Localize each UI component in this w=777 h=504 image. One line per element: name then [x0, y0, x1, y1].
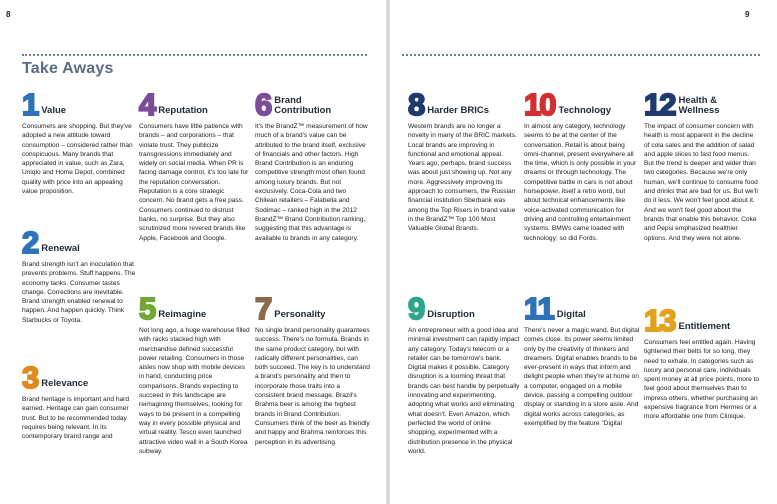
takeaway-label: Value	[41, 105, 67, 116]
takeaway-label: Renewal	[41, 243, 80, 254]
takeaway-label: Entitlement	[678, 321, 731, 332]
takeaway-label: Disruption	[427, 309, 475, 320]
page-number-right: 9	[745, 10, 750, 19]
takeaway-text: No single brand personality guarantees success. There's no formula. Brands in the same product category, but with radically different personalities, can both succeed. The key is to understand a brand's personality and then to incorporate those traits into a consistent brand message. Brazil's Brahma beer is among the highest brands in Brand Contribution. Consumers think of the beer as friendly and happy and Brahma reinforces this perception in its advertising.	[255, 327, 370, 446]
takeaway-4	[139, 87, 251, 243]
takeaway-1	[22, 87, 140, 196]
takeaway-number: 6	[255, 87, 271, 122]
page-title: Take Aways	[22, 60, 114, 77]
takeaway-11	[524, 291, 640, 428]
takeaway-number: 12	[644, 87, 675, 122]
takeaway-10	[524, 87, 640, 243]
takeaway-number: 1	[22, 87, 38, 122]
takeaway-text: Brand heritage is important and hard earned. Heritage can gain consumer trust. But to be recommended today requires being relevant. In its contemporary brand range and	[22, 396, 130, 441]
takeaway-text: The impact of consumer concern with health is most apparent in the decline of cola sales and the addition of salad and apple slices to fast food menus. But the trend is deeper and wider than two categories. Because we're only human, we'll continue to consume food and drinks that are bad for us. But we'll do it less. We won't feel good about it. And we won't feel good about the brands that enable this behavior. Coke and Pepsi emphasized healthier options. And they were not alone.	[644, 123, 758, 242]
takeaway-text: In almost any category, technology seems to be at the center of the conversation. Retail is about being omni-channel, present everywhere all the time, which is only possible in your dreams or through technology. The competitive battle in cars is not about horsepower, itself a retro word, but about technical enhancements like voice-activated communication for driving and controlling entertainment systems. BMWs came loaded with technology; so did Fords.	[524, 123, 637, 242]
takeaway-text: An entrepreneur with a good idea and minimal investment can rapidly impact any category. Today's telecom or a retailer can be tomorrow's bank. Digital makes it possible. Category disruption is a looming threat that brands can best handle by perpetually innovating and experimenting, adopting what works and eliminating what doesn't. Even Amazon, which perfected the world of online shopping, experimented with a distribution presence in the physical world.	[408, 327, 520, 455]
takeaway-9	[408, 291, 520, 456]
takeaway-8	[408, 87, 520, 234]
takeaway-label: Digital	[556, 309, 586, 320]
title-rule-right	[402, 54, 760, 56]
takeaway-7	[255, 291, 370, 447]
takeaway-label: Reimagine	[158, 309, 207, 320]
takeaway-text: Western brands are no longer a novelty in many of the BRIC markets. Local brands are improving in functional and emotional appeal. Years ago, perhaps, brand success was about just showing up. Not any more. Aggressively improving its approach to consumers, the Russian financial institution Sberbank was among the Top Risers in brand value in the BrandZ™ Top 100 Most Valuable Global Brands.	[408, 123, 517, 233]
title-rule-left	[22, 54, 367, 56]
takeaway-label: Health & Wellness	[678, 95, 720, 116]
takeaway-number: 9	[408, 291, 424, 326]
takeaway-number: 8	[408, 87, 424, 122]
takeaway-label: Harder BRICs	[427, 105, 490, 116]
takeaway-2	[22, 225, 140, 325]
takeaway-number: 3	[22, 360, 38, 395]
takeaway-text: Consumers feel entitled again. Having tightened their belts for so long, they need to exhale. In categories such as luxury and personal care, individuals spent money at all price points, more to feel good about themselves than to impress others, whether purchasing an expensive fragrance from Hermes or a more affordable one from Clinique.	[644, 339, 760, 421]
takeaway-label: Relevance	[41, 378, 89, 389]
takeaway-12	[644, 87, 760, 243]
takeaway-number: 4	[139, 87, 155, 122]
takeaway-number: 10	[524, 87, 555, 122]
page-gutter	[386, 0, 390, 504]
page-number-left: 8	[6, 10, 11, 19]
takeaway-text: There's never a magic wand. But digital comes close. Its power seems limited only by the creativity of thinkers and dreamers. Digital enables brands to be ever-present in ways that inform and delight people when they're at home on a computer, engaged on a mobile device, passing a compelling outdoor display or standing in a store aisle. And digital works across categories, as exemplified by the feature "Digital	[524, 327, 640, 427]
takeaway-6	[255, 87, 370, 243]
takeaway-text: Brand strength isn't an inoculation that prevents problems. Stuff happens. The economy tanks. Consumer tastes change. Corrections are inevitable. Brand strength enabled renewal to happen. And happen quickly. Think Starbucks or Toyota.	[22, 261, 136, 324]
takeaway-text: It's the BrandZ™ measurement of how much of a brand's value can be attributed to the brand itself, exclusive of financials and other factors. High Brand Contribution is an enduring competitive strength most often found among luxury brands. But not exclusively. Coca-Cola and two Chilean retailers – Falabella and Sodimac – ranked high in the 2012 BrandZ™ Brand Contribution ranking, suggesting that this advantage is available to brands in any category.	[255, 123, 368, 242]
takeaway-number: 13	[644, 303, 675, 338]
takeaway-label: Personality	[274, 309, 326, 320]
takeaway-label: Brand Contribution	[274, 95, 332, 116]
takeaway-13	[644, 303, 760, 422]
takeaway-number: 11	[524, 291, 553, 326]
takeaway-5	[139, 291, 251, 456]
takeaway-text: Consumers have little patience with brands – and corporations – that violate trust. They publicize transgressions immediately and widely on social media. When PR is facing damage control, it's too late for the reputation conversation. Reputation is a core strategic concern. No brand gets a free pass. Consumers continued to distrust banks, no surprise. But they also scrutinized more revered brands like Apple, Facebook and Google.	[139, 123, 249, 242]
takeaway-number: 5	[139, 291, 155, 326]
takeaway-label: Reputation	[158, 105, 208, 116]
takeaway-number: 7	[255, 291, 271, 326]
takeaway-text: Consumers are shopping. But they've adopted a new attitude toward consumption – considered rather than conspicuous. Many brands that appreciated in value, such as Zara, Uniqlo and Home Depot, combined quality with price into an appealing value proposition.	[22, 123, 133, 196]
takeaway-3	[22, 360, 140, 441]
takeaway-text: Not long ago, a huge warehouse filled with racks stacked high with merchandise defined successful power retailing. Consumers in those aisles now shop with mobile devices in hand, conducting price comparisons. Brands expecting to succeed in this landscape are reimagining themselves, looking for ways to be present in a compelling way in every possible physical and virtual reality. Tesco even launched attractive video wall in a South Korea subway.	[139, 327, 250, 455]
takeaway-number: 2	[22, 225, 38, 260]
takeaway-label: Technology	[558, 105, 612, 116]
